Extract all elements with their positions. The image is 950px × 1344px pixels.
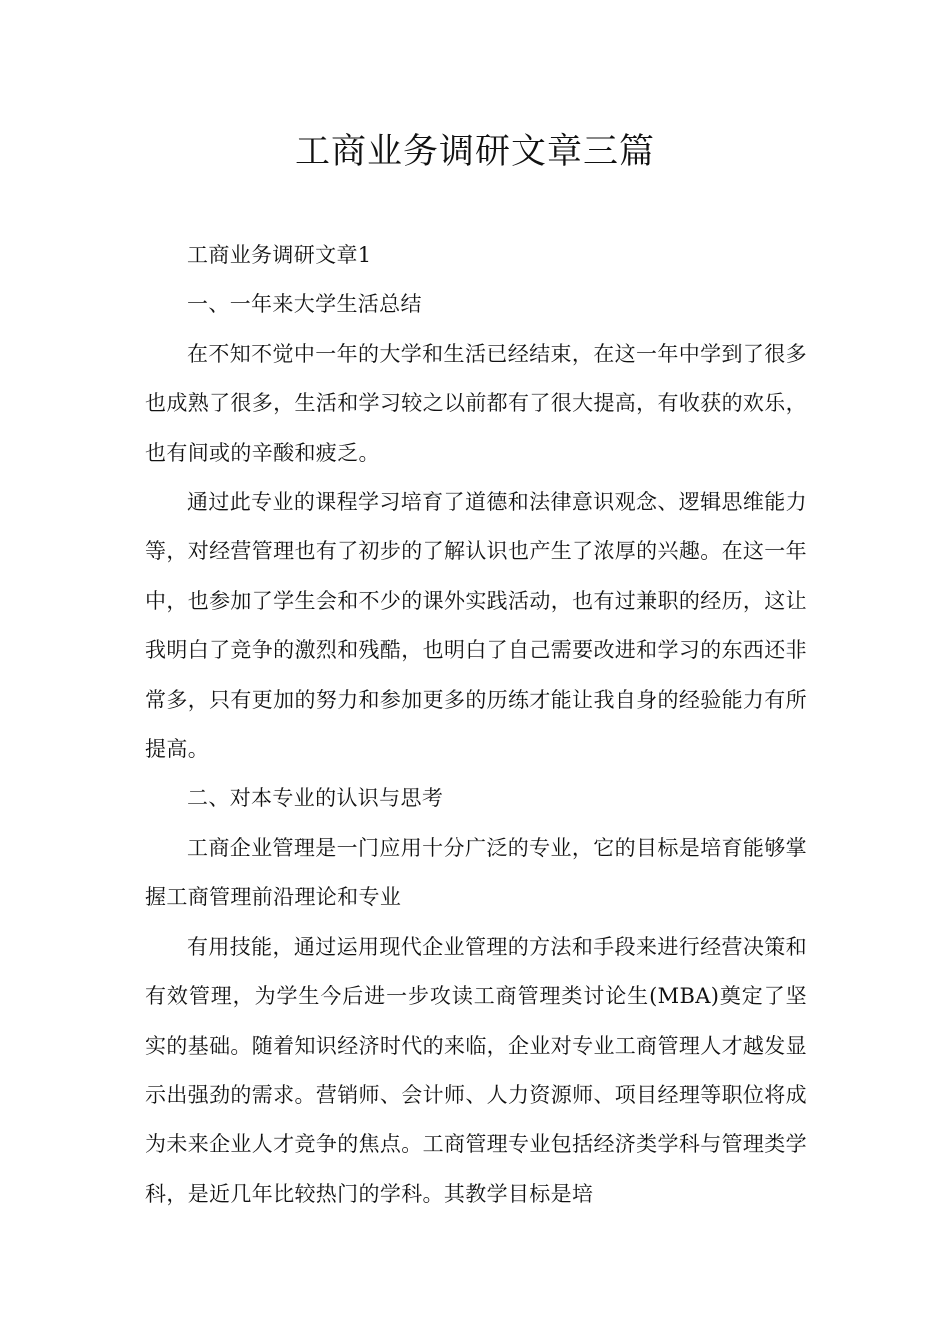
section-heading-2: 二、对本专业的认识与思考 xyxy=(187,786,444,811)
document-title: 工商业务调研文章三篇 xyxy=(294,132,655,172)
article-heading: 工商业务调研文章1 xyxy=(187,243,372,267)
section-heading-1: 一、一年来大学生活总结 xyxy=(187,292,422,317)
paragraph-3: 工商企业管理是一门应用十分广泛的专业，它的目标是培育能够掌握工商管理前沿理论和专业 xyxy=(145,835,807,910)
document-body xyxy=(145,231,807,1219)
paragraph-2: 通过此专业的课程学习培育了道德和法律意识观念、逻辑思维能力等，对经营管理也有了初步的了解认识也产生了浓厚的兴趣。在这一年中，也参加了学生会和不少的课外实践活动，也有过兼职的经历，这让我明白了竞争的激烈和残酷，也明白了自己需要改进和学习的东西还非常多，只有更加的努力和参加更多的历练才能让我自身的经验能力有所提高。 xyxy=(145,490,807,762)
paragraph-4: 有用技能，通过运用现代企业管理的方法和手段来进行经营决策和有效管理，为学生今后进一步攻读工商管理类讨论生(MBA)奠定了坚实的基础。随着知识经济时代的来临，企业对专业工商管理人才越发显示出强劲的需求。营销师、会计师、人力资源师、项目经理等职位将成为未来企业人才竞争的焦点。工商管理专业包括经济类学科与管理类学科，是近几年比较热门的学科。其教学目标是培 xyxy=(145,934,807,1206)
paragraph-1: 在不知不觉中一年的大学和生活已经结束，在这一年中学到了很多也成熟了很多，生活和学习较之以前都有了很大提高，有收获的欢乐，也有间或的辛酸和疲乏。 xyxy=(145,341,807,465)
